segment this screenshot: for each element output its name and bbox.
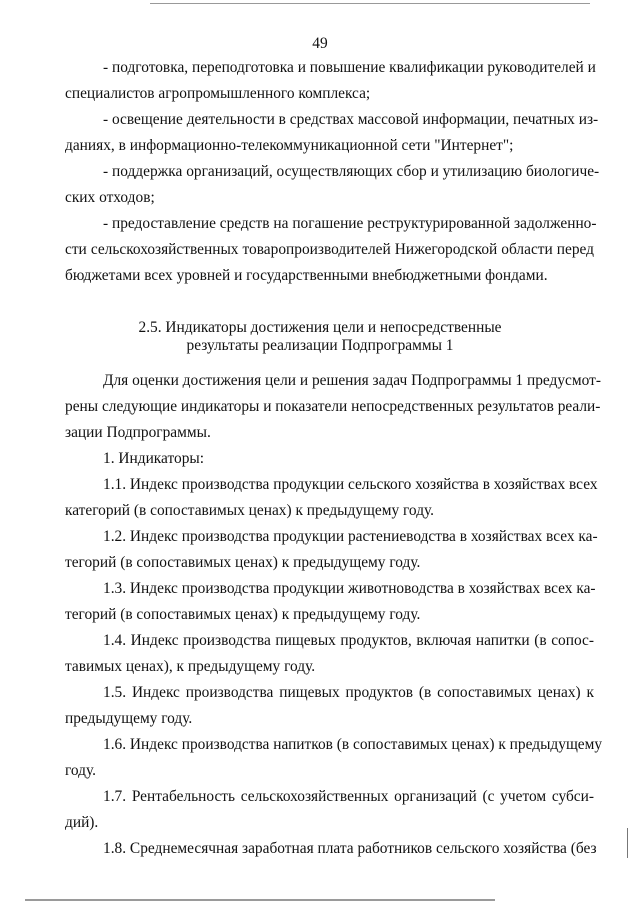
text-line: 1.4. Индекс производства пищевых продуктов, включая напитки (в сопос- <box>103 632 594 649</box>
text-line: сти сельскохозяйственных товаропроизводителей Нижегородской области перед <box>65 241 594 258</box>
text-line: дий). <box>65 814 99 831</box>
text-line: рены следующие индикаторы и показатели непосредственных результатов реали- <box>65 398 601 415</box>
text-line: 1.6. Индекс производства напитков (в сопоставимых ценах) к предыдущему <box>103 736 603 753</box>
top-rule <box>150 3 590 4</box>
text-line: бюджетами всех уровней и государственными внебюджетными фондами. <box>65 267 548 284</box>
margin-mark <box>627 828 628 858</box>
text-line: даниях, в информационно-телекоммуникационной сети "Интернет"; <box>65 137 514 154</box>
text-line: тегорий (в сопоставимых ценах) к предыдущему году. <box>65 606 421 623</box>
text-line: 1.2. Индекс производства продукции растениеводства в хозяйствах всех ка- <box>103 528 598 545</box>
text-line: 1. Индикаторы: <box>103 450 205 467</box>
page-number: 49 <box>312 35 328 52</box>
text-line: ских отходов; <box>65 189 155 206</box>
text-line: Для оценки достижения цели и решения задач Подпрограммы 1 предусмот- <box>103 372 601 389</box>
text-line: 1.8. Среднемесячная заработная плата работников сельского хозяйства (без <box>103 840 597 857</box>
text-line: специалистов агропромышленного комплекса; <box>65 85 371 102</box>
text-line: 1.5. Индекс производства пищевых продуктов (в сопоставимых ценах) к <box>103 684 594 701</box>
section-heading: 2.5. Индикаторы достижения цели и непосредственные <box>138 319 502 336</box>
text-line: году. <box>65 762 97 779</box>
bottom-rule <box>25 899 495 901</box>
text-line: зации Подпрограммы. <box>65 424 211 441</box>
text-line: тавимых ценах), к предыдущему году. <box>65 658 316 675</box>
text-line: 1.1. Индекс производства продукции сельского хозяйства в хозяйствах всех <box>103 476 598 493</box>
text-line: тегорий (в сопоставимых ценах) к предыдущему году. <box>65 554 421 571</box>
text-line: - освещение деятельности в средствах массовой информации, печатных из- <box>103 111 599 128</box>
text-line: - предоставление средств на погашение реструктурированной задолженно- <box>103 215 597 232</box>
text-line: - подготовка, переподготовка и повышение квалификации руководителей и <box>103 59 596 76</box>
text-line: 1.3. Индекс производства продукции животноводства в хозяйствах всех ка- <box>103 580 596 597</box>
section-heading: результаты реализации Подпрограммы 1 <box>186 337 454 354</box>
text-line: - поддержка организаций, осуществляющих сбор и утилизацию биологиче- <box>103 163 600 180</box>
text-line: категорий (в сопоставимых ценах) к предыдущему году. <box>65 502 435 519</box>
text-line: 1.7. Рентабельность сельскохозяйственных организаций (с учетом субси- <box>103 788 594 805</box>
text-line: предыдущему году. <box>65 710 193 727</box>
